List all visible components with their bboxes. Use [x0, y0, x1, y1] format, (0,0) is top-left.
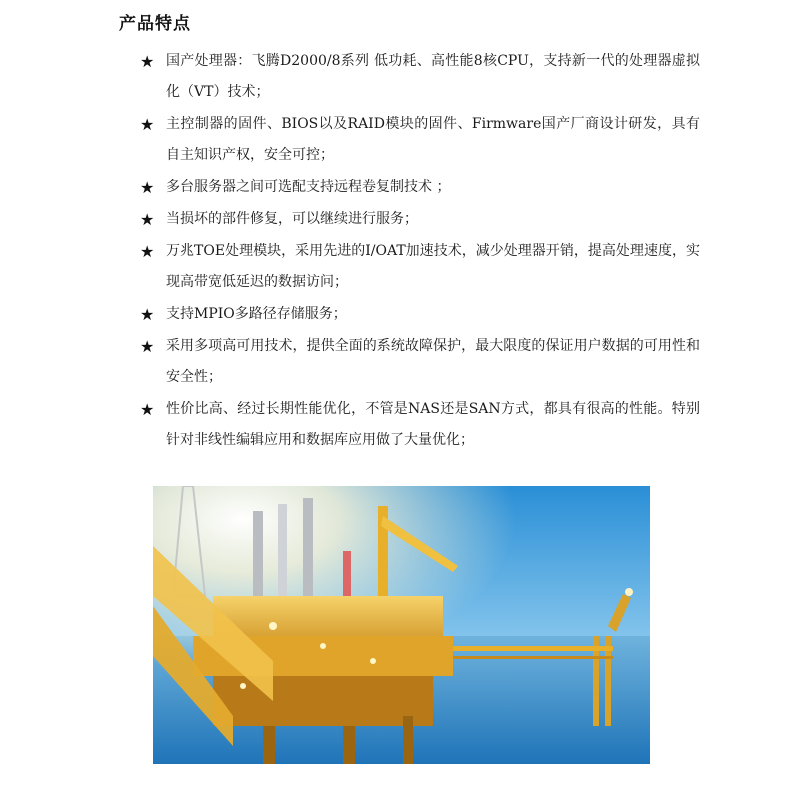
star-icon: ★	[140, 337, 155, 356]
feature-text: 主控制器的固件、BIOS以及RAID模块的固件、Firmware国产厂商设计研发，具有自主知识产权，安全可控；	[166, 116, 700, 163]
feature-text: 支持MPIO多路径存储服务；	[166, 306, 347, 322]
star-icon: ★	[140, 115, 155, 134]
feature-text: 国产处理器：飞腾D2000/8系列 低功耗、高性能8核CPU，支持新一代的处理器虚拟化（VT）技术；	[166, 53, 700, 100]
feature-item	[140, 299, 700, 330]
feature-item	[140, 331, 700, 393]
star-icon: ★	[140, 210, 155, 229]
feature-item	[140, 394, 700, 456]
feature-item	[140, 109, 700, 171]
feature-item	[140, 172, 700, 203]
feature-item	[140, 46, 700, 108]
star-icon: ★	[140, 178, 155, 197]
page-title: 产品特点	[119, 14, 191, 34]
offshore-platform-photo	[153, 486, 650, 764]
star-icon: ★	[140, 400, 155, 419]
feature-text: 当损坏的部件修复，可以继续进行服务；	[166, 211, 418, 227]
feature-text: 采用多项高可用技术，提供全面的系统故障保护，最大限度的保证用户数据的可用性和安全性；	[166, 338, 700, 385]
feature-item	[140, 236, 700, 298]
star-icon: ★	[140, 242, 155, 261]
feature-list	[140, 46, 700, 457]
feature-item	[140, 204, 700, 235]
feature-text: 万兆TOE处理模块，采用先进的I/OAT加速技术，减少处理器开销，提高处理速度，实现高带宽低延迟的数据访问；	[166, 243, 700, 290]
star-icon: ★	[140, 52, 155, 71]
feature-text: 性价比高、经过长期性能优化，不管是NAS还是SAN方式，都具有很高的性能。特别针对非线性编辑应用和数据库应用做了大量优化；	[166, 401, 700, 448]
star-icon: ★	[140, 305, 155, 324]
feature-text: 多台服务器之间可选配支持远程卷复制技术 ；	[166, 179, 451, 195]
